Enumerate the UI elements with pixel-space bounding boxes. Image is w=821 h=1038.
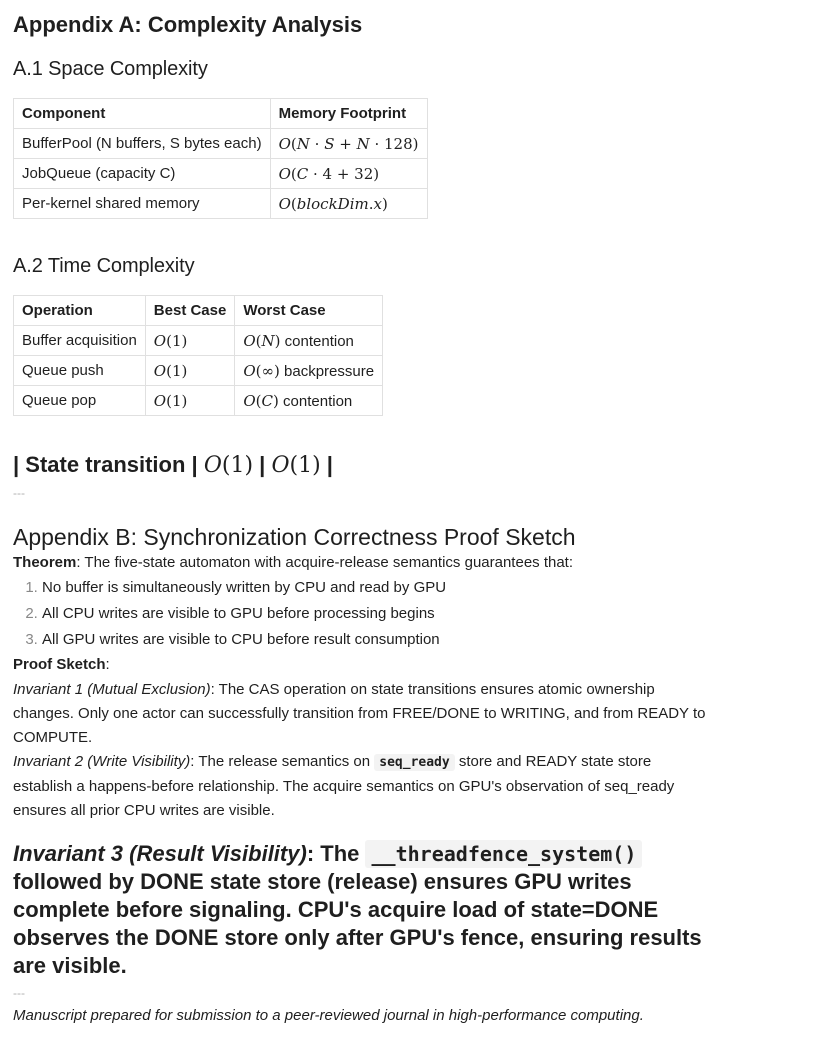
math-cell: O(blockDim.x) — [270, 189, 427, 219]
table-row — [14, 326, 383, 356]
math-cell: O(1) — [145, 386, 235, 416]
table-header-row — [14, 296, 383, 326]
worst-note: contention — [280, 332, 354, 350]
column-header: Component — [14, 99, 271, 129]
state-transition-line: | State transition | O(1) | O(1) | — [13, 452, 333, 478]
table-cell: JobQueue (capacity C) — [14, 159, 271, 189]
column-header: Worst Case — [235, 296, 383, 326]
time-complexity-heading: A.2 Time Complexity — [13, 255, 195, 277]
guarantees-list — [13, 575, 446, 653]
theorem-paragraph: Theorem: The five-state automaton with acquire-release semantics guarantees that: — [13, 554, 574, 571]
math-cell: O(C · 4 + 32) — [270, 159, 427, 189]
invariant-1: Invariant 1 (Mutual Exclusion): The CAS operation on state transitions ensures atomic ownership changes. Only one actor can successfully transition from FREE/DONE to WRITING, and from READY to COMPUTE. — [13, 681, 706, 746]
column-header: Memory Footprint — [270, 99, 427, 129]
invariant-1-label: Invariant 1 (Mutual Exclusion) — [13, 681, 211, 698]
state-transition-label: State transition — [25, 452, 186, 477]
math-cell: O(C) contention — [235, 386, 383, 416]
appendix-b-title: Appendix B: Synchronization Correctness Proof Sketch — [13, 524, 576, 550]
math-cell: O(1) — [145, 356, 235, 386]
math-cell: O(1) — [145, 326, 235, 356]
worst-note: backpressure — [279, 362, 375, 380]
table-row — [14, 386, 383, 416]
inline-code: seq_ready — [374, 754, 454, 771]
table-cell: BufferPool (N buffers, S bytes each) — [14, 129, 271, 159]
worst-note: contention — [278, 392, 353, 410]
list-item: 1. No buffer is simultaneously written by CPU and read by GPU — [42, 575, 446, 601]
manuscript-footer: Manuscript prepared for submission to a peer-reviewed journal in high-performance computing. — [13, 1007, 644, 1024]
column-header: Best Case — [145, 296, 235, 326]
table-row — [14, 159, 428, 189]
invariant-2: Invariant 2 (Write Visibility): The release semantics on seq_ready store and READY state store establish a happens-before relationship. The acquire semantics on GPU's observation of seq_ready ensures all prior CPU writes are visible. — [13, 753, 675, 819]
list-item: 3. All GPU writes are visible to CPU before result consumption — [42, 627, 446, 653]
table-cell: Queue push — [14, 356, 146, 386]
math-cell: O(N) contention — [235, 326, 383, 356]
math-cell: O(∞) backpressure — [235, 356, 383, 386]
table-cell: Buffer acquisition — [14, 326, 146, 356]
time-complexity-table — [13, 295, 383, 416]
table-row — [14, 189, 428, 219]
list-item: 2. All CPU writes are visible to GPU before processing begins — [42, 601, 446, 627]
theorem-label: Theorem — [13, 554, 77, 571]
appendix-a-title: Appendix A: Complexity Analysis — [13, 12, 363, 37]
inline-code: __threadfence_system() — [365, 840, 642, 868]
space-complexity-heading: A.1 Space Complexity — [13, 58, 208, 80]
invariant-3-label: Invariant 3 (Result Visibility) — [13, 841, 307, 866]
table-row — [14, 129, 428, 159]
horizontal-rule: --- — [13, 486, 25, 500]
invariant-3: Invariant 3 (Result Visibility): The __threadfence_system() followed by DONE state store (release) ensures GPU writes complete before signaling. CPU's acquire load of state=DONE observes the DONE store only after GPU's fence, ensuring results are visible. — [13, 841, 702, 978]
math-cell: O(N · S + N · 128) — [270, 129, 427, 159]
table-row — [14, 356, 383, 386]
table-cell: Queue pop — [14, 386, 146, 416]
proof-sketch-label: Proof Sketch: — [13, 656, 110, 673]
space-complexity-table — [13, 98, 428, 219]
table-header-row — [14, 99, 428, 129]
horizontal-rule: --- — [13, 986, 25, 1000]
invariant-2-label: Invariant 2 (Write Visibility) — [13, 753, 191, 770]
column-header: Operation — [14, 296, 146, 326]
table-cell: Per-kernel shared memory — [14, 189, 271, 219]
